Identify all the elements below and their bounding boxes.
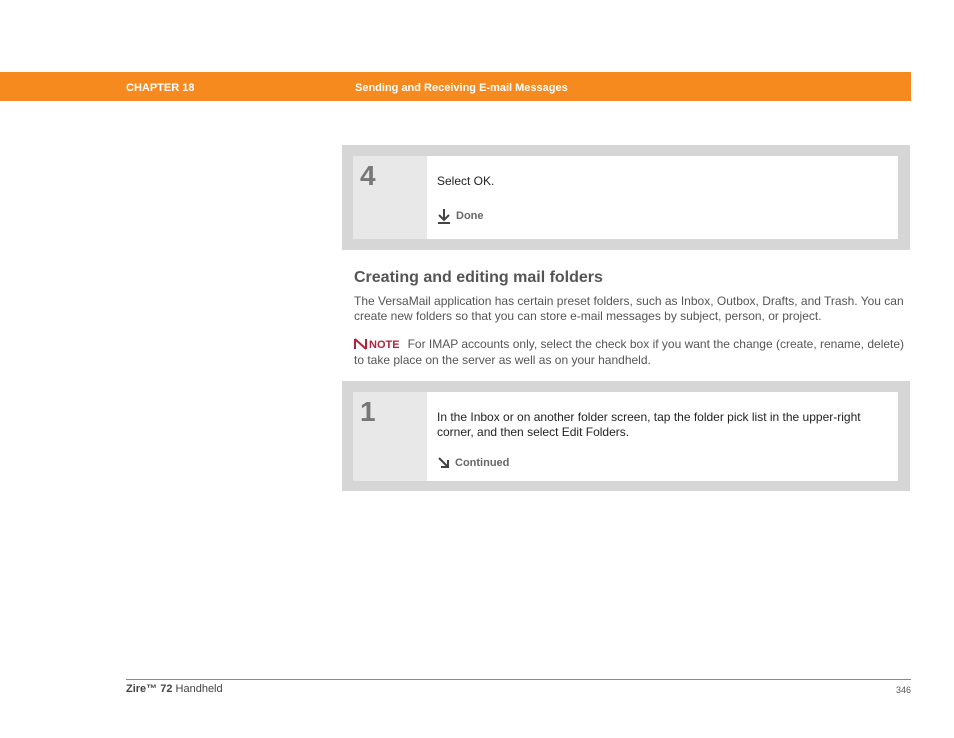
step-number-cell [353, 392, 427, 481]
note-label: NOTE [369, 339, 400, 351]
note-paragraph [354, 337, 910, 368]
footer-divider [126, 679, 911, 680]
arrow-continued-icon [437, 456, 450, 469]
step-status-continued [437, 456, 509, 469]
footer-product-name [126, 683, 223, 695]
section-heading: Creating and editing mail folders [354, 269, 603, 286]
note-icon [354, 338, 367, 350]
footer-product-rest: Handheld [172, 683, 223, 695]
step-status-label: Continued [455, 456, 510, 469]
footer-product-bold: Zire™ 72 [126, 683, 173, 695]
chapter-label: CHAPTER 18 [126, 82, 195, 94]
page-number: 346 [895, 685, 911, 695]
step-number: 1 [360, 396, 376, 427]
step-box-1 [342, 381, 910, 491]
step-box-4 [342, 145, 910, 250]
note-text: For IMAP accounts only, select the check box if you want the change (create, rename, delete) to take place on the server as well as on your handheld. [354, 337, 905, 367]
note-label-wrap [354, 339, 400, 351]
step-status-label: Done [456, 210, 484, 222]
section-intro: The VersaMail application has certain preset folders, such as Inbox, Outbox, Drafts, and Trash. You can create new folders so that you can store e-mail messages by subject, person, or project. [354, 294, 904, 323]
chapter-title: Sending and Receiving E-mail Messages [355, 82, 568, 94]
step-content [427, 156, 898, 239]
step-number: 4 [360, 160, 376, 191]
step-text: In the Inbox or on another folder screen, tap the folder pick list in the upper-right corner, and then select Edit Folders. [437, 410, 861, 439]
step-text: Select OK. [437, 174, 495, 188]
arrow-down-done-icon [437, 208, 451, 224]
step-status-done [437, 208, 484, 224]
step-number-cell [353, 156, 427, 239]
step-content [427, 392, 898, 481]
